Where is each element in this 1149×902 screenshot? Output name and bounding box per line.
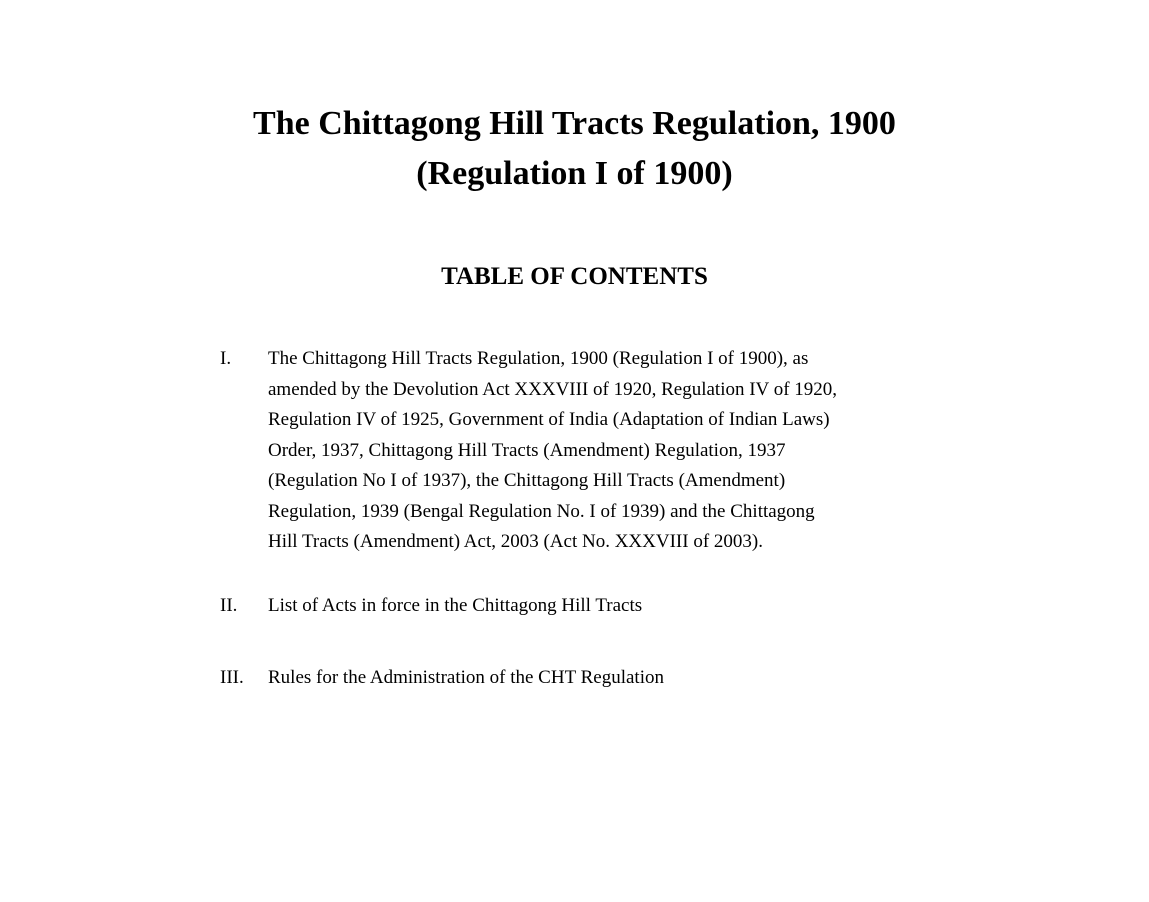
toc-item-text <box>268 344 868 558</box>
document-title: The Chittagong Hill Tracts Regulation, 1900 <box>253 105 896 142</box>
toc-item-line: Regulation IV of 1925, Government of India (Adaptation of Indian Laws) <box>268 409 830 430</box>
toc-heading: TABLE OF CONTENTS <box>441 263 708 290</box>
toc-item-line: Regulation, 1939 (Bengal Regulation No. I of 1939) and the Chittagong <box>268 500 815 522</box>
toc-item-line: List of Acts in force in the Chittagong Hill Tracts <box>268 595 643 616</box>
toc-item-line: amended by the Devolution Act XXXVIII of 1920, Regulation IV of 1920, <box>268 378 838 400</box>
toc-item-text <box>268 591 868 622</box>
toc-item-number: II. <box>220 595 238 616</box>
document-subtitle: (Regulation I of 1900) <box>416 155 733 192</box>
toc-item-line: Hill Tracts (Amendment) Act, 2003 (Act No. XXXVIII of 2003). <box>268 531 763 552</box>
toc-item-text <box>268 663 868 694</box>
toc-item-line: Rules for the Administration of the CHT Regulation <box>268 667 664 688</box>
toc-item-line: Order, 1937, Chittagong Hill Tracts (Amendment) Regulation, 1937 <box>268 439 786 461</box>
toc-item-number: III. <box>220 667 244 688</box>
toc-item-line: (Regulation No I of 1937), the Chittagong Hill Tracts (Amendment) <box>268 470 786 491</box>
toc-item-number: I. <box>220 348 232 369</box>
toc-item-line: The Chittagong Hill Tracts Regulation, 1900 (Regulation I of 1900), as <box>268 348 809 369</box>
